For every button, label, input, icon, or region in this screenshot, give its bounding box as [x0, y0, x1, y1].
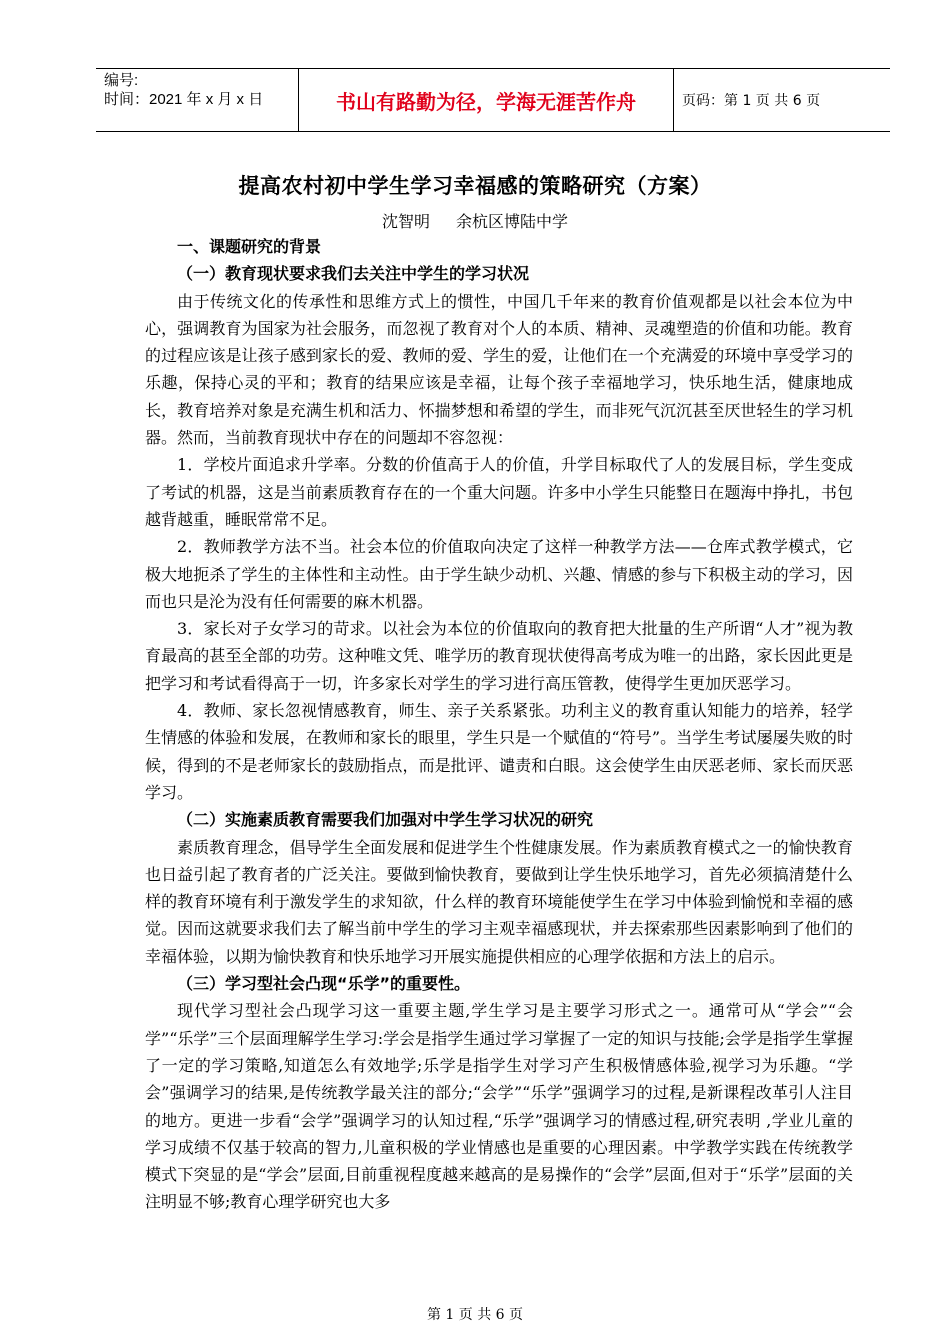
paragraph-1: 由于传统文化的传承性和思维方式上的惯性，中国几千年来的教育价值观都是以社会本位为中心，强调教育为国家为社会服务，而忽视了教育对个人的本质、精神、灵魂塑造的价值和功能。教育的过程应该是让孩子感到家长的爱、教师的爱、学生的爱，让他们在一个充满爱的环境中享受学习的乐趣，保持心灵的平和；教育的结果应该是幸福，让每个孩子幸福地学习，快乐地生活，健康地成长，教育培养对象是充满生机和活力、怀揣梦想和希望的学生，而非死气沉沉甚至厌世轻生的学习机器。然而，当前教育现状中存在的问题却不容忽视：	[145, 291, 853, 448]
document-title: 提高农村初中学生学习幸福感的策略研究（方案）	[238, 174, 712, 198]
author-line	[0, 209, 950, 232]
header-motto-cell	[298, 69, 674, 131]
subsection-heading-3: （三）学习型社会凸现“乐学”的重要性。	[177, 974, 471, 994]
number-label: 编号:	[104, 72, 139, 89]
motto: 书山有路勤为径，学海无涯苦作舟	[336, 89, 636, 114]
page-info: 页码：第 1 页 共 6 页	[682, 93, 821, 109]
page-header	[96, 68, 890, 132]
section-heading: 一、课题研究的背景	[177, 237, 322, 256]
paragraph-7: 现代学习型社会凸现学习这一重要主题,学生学习是主要学习形式之一。通常可从“学会”“会学”“乐学”三个层面理解学生学习:学会是指学生通过学习掌握了一定的知识与技能;会学是指学生掌握了一定的学习策略,知道怎么有效地学;乐学是指学生对学习产生积极情感体验,视学习为乐趣。“学会”强调学习的结果,是传统教学最关注的部分;“会学”“乐学”强调学习的过程,是新课程改革引人注目的地方。更进一步看“会学”强调学习的认知过程,“乐学”强调学习的情感过程,研究表明 ,学业儿童的学习成绩不仅基于较高的智力,儿童积极的学业情感也是重要的心理因素。中学教学实践在传统教学模式下突显的是“学会”层面,目前重视程度越来越高的是易操作的“会学”层面,但对于“乐学”层面的关注明显不够;教育心理学研究也大多	[145, 1001, 853, 1212]
paragraph-6: 素质教育理念，倡导学生全面发展和促进学生个性健康发展。作为素质教育模式之一的愉快教育也日益引起了教育者的广泛关注。要做到愉快教育，要做到让学生快乐地学习，首先必须搞清楚什么样的教育环境有利于激发学生的求知欲，什么样的教育环境能使学生在学习中体验到愉悦和幸福的感觉。因而这就要求我们去了解当前中学生的学习主观幸福感现状，并去探索那些因素影响到了他们的幸福体验，以期为愉快教育和快乐地学习开展实施提供相应的心理学依据和方法上的启示。	[145, 837, 853, 966]
paragraph-5: 4．教师、家长忽视情感教育，师生、亲子关系紧张。功利主义的教育重认知能力的培养，轻学生情感的体验和发展，在教师和家长的眼里，学生只是一个赋值的“符号”。当学生考试屡屡失败的时候，得到的不是老师家长的鼓励指点，而是批评、谴责和白眼。这会使学生由厌恶老师、家长而厌恶学习。	[145, 701, 853, 802]
paragraph-4: 3．家长对子女学习的苛求。以社会为本位的价值取向的教育把大批量的生产所谓“人才”视为教育最高的甚至全部的功劳。这种唯文凭、唯学历的教育现状使得高考成为唯一的出路，家长因此更是把学习和考试看得高于一切，许多家长对学生的学习进行高压管教，使得学生更加厌恶学习。	[145, 619, 853, 693]
document-body	[145, 233, 853, 1216]
subsection-heading-1: （一）教育现状要求我们去关注中学生的学习状况	[177, 264, 530, 284]
subsection-heading-2: （二）实施素质教育需要我们加强对中学生学习状况的研究	[177, 810, 594, 830]
time-label: 时间：2021 年 x 月 x 日	[104, 91, 264, 108]
header-meta	[96, 69, 298, 131]
paragraph-2: 1．学校片面追求升学率。分数的价值高于人的价值，升学目标取代了人的发展目标，学生变成了考试的机器，这是当前素质教育存在的一个重大问题。许多中小学生只能整日在题海中挣扎，书包越背越重，睡眠常常不足。	[145, 455, 853, 529]
page-footer: 第 1 页 共 6 页	[426, 1307, 524, 1323]
author-name: 沈智明	[381, 212, 430, 231]
author-school: 余杭区博陆中学	[456, 212, 569, 231]
paragraph-3: 2．教师教学方法不当。社会本位的价值取向决定了这样一种教学方法——仓库式教学模式，它极大地扼杀了学生的主体性和主动性。由于学生缺少动机、兴趣、情感的参与下积极主动的学习，因而也只是沦为没有任何需要的麻木机器。	[145, 537, 853, 611]
